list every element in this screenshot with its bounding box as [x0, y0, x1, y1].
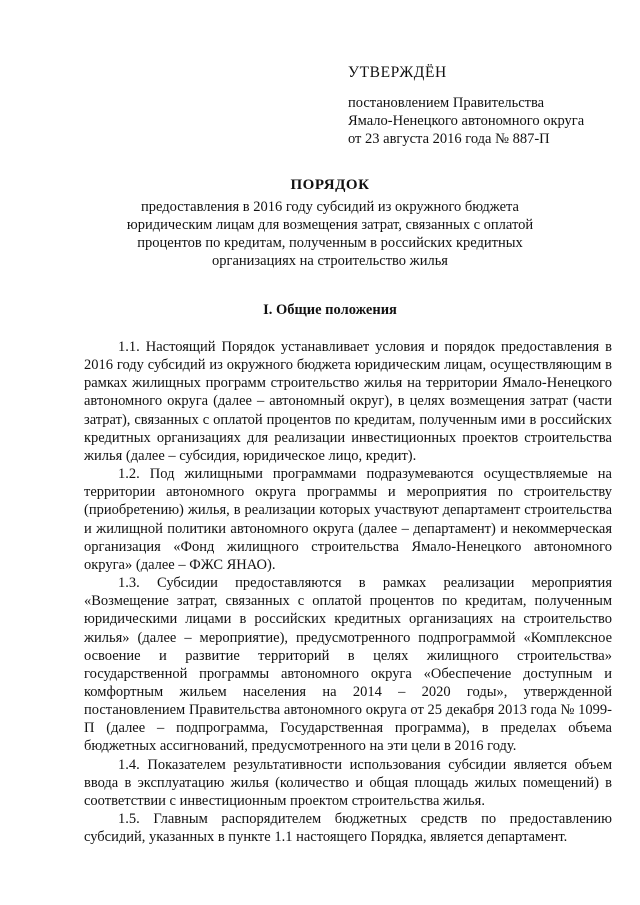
paragraph-1-1: 1.1. Настоящий Порядок устанавливает условия и порядок предоставления в 2016 году субсидий из окружного бюджета юридическим лицам, осуществляющим в рамках жилищных программ строительство жилья на территории Ямало-Ненецкого автономного округа (далее – автономный округ), в целях возмещения затрат (части затрат), связанных с оплатой процентов по кредитам, полученным ими в российских кредитных организациях для реализации инвестиционных проектов строительства жилья (далее – субсидия, юридическое лицо, кредит).	[84, 339, 612, 464]
document-subtitle-line: предоставления в 2016 году субсидий из окружного бюджета	[140, 199, 519, 215]
document-subtitle-line: организациях на строительство жилья	[212, 253, 448, 269]
approval-line: Ямало-Ненецкого автономного округа	[348, 113, 585, 129]
document-subtitle-line: процентов по кредитам, полученным в российских кредитных	[137, 235, 523, 251]
paragraph-1-2: 1.2. Под жилищными программами подразумеваются осуществляемые на территории автономного округа программы и мероприятия по строительству (приобретению) жилья, в реализации которых участвуют департамент строительства и жилищной политики автономного округа (далее – департамент) и некоммерческая организация «Фонд жилищного строительства Ямало-Ненецкого автономного округа» (далее – ФЖС ЯНАО).	[84, 466, 612, 573]
approval-line: постановлением Правительства	[348, 95, 545, 111]
section-heading: I. Общие положения	[263, 302, 397, 318]
section-body	[84, 338, 612, 846]
approval-stamp	[348, 64, 628, 148]
paragraph-1-4: 1.4. Показателем результативности использования субсидии является объем ввода в эксплуатацию жилья (количество и общая площадь жилых помещений) в соответствии с инвестиционным проектом строительства жилья.	[84, 756, 612, 809]
paragraph-1-3: 1.3. Субсидии предоставляются в рамках реализации мероприятия «Возмещение затрат, связанных с оплатой процентов по кредитам, полученным юридическими лицами в российских кредитных организациях на строительство жилья» (далее – мероприятие), предусмотренного подпрограммой «Комплексное освоение и развитие территорий в целях жилищного строительства» государственной программы автономного округа «Обеспечение доступным и комфортным жильем населения на 2014 – 2020 годы», утвержденной постановлением Правительства автономного округа от 25 декабря 2013 года № 1099-П (далее – подпрограмма, Государственная программа), в пределах объема бюджетных ассигнований, предусмотренного на эти цели в 2016 году.	[84, 575, 612, 755]
document-subtitle-line: юридическим лицам для возмещения затрат, связанных с оплатой	[126, 217, 534, 233]
paragraph-1-5: 1.5. Главным распорядителем бюджетных средств по предоставлению субсидий, указанных в пункте 1.1 настоящего Порядка, является департамент.	[84, 811, 612, 846]
approval-heading: УТВЕРЖДЁН	[348, 64, 447, 81]
approval-line: от 23 августа 2016 года № 887-П	[348, 131, 550, 147]
document-title: ПОРЯДОК	[290, 177, 370, 193]
document-title-block	[60, 176, 600, 270]
